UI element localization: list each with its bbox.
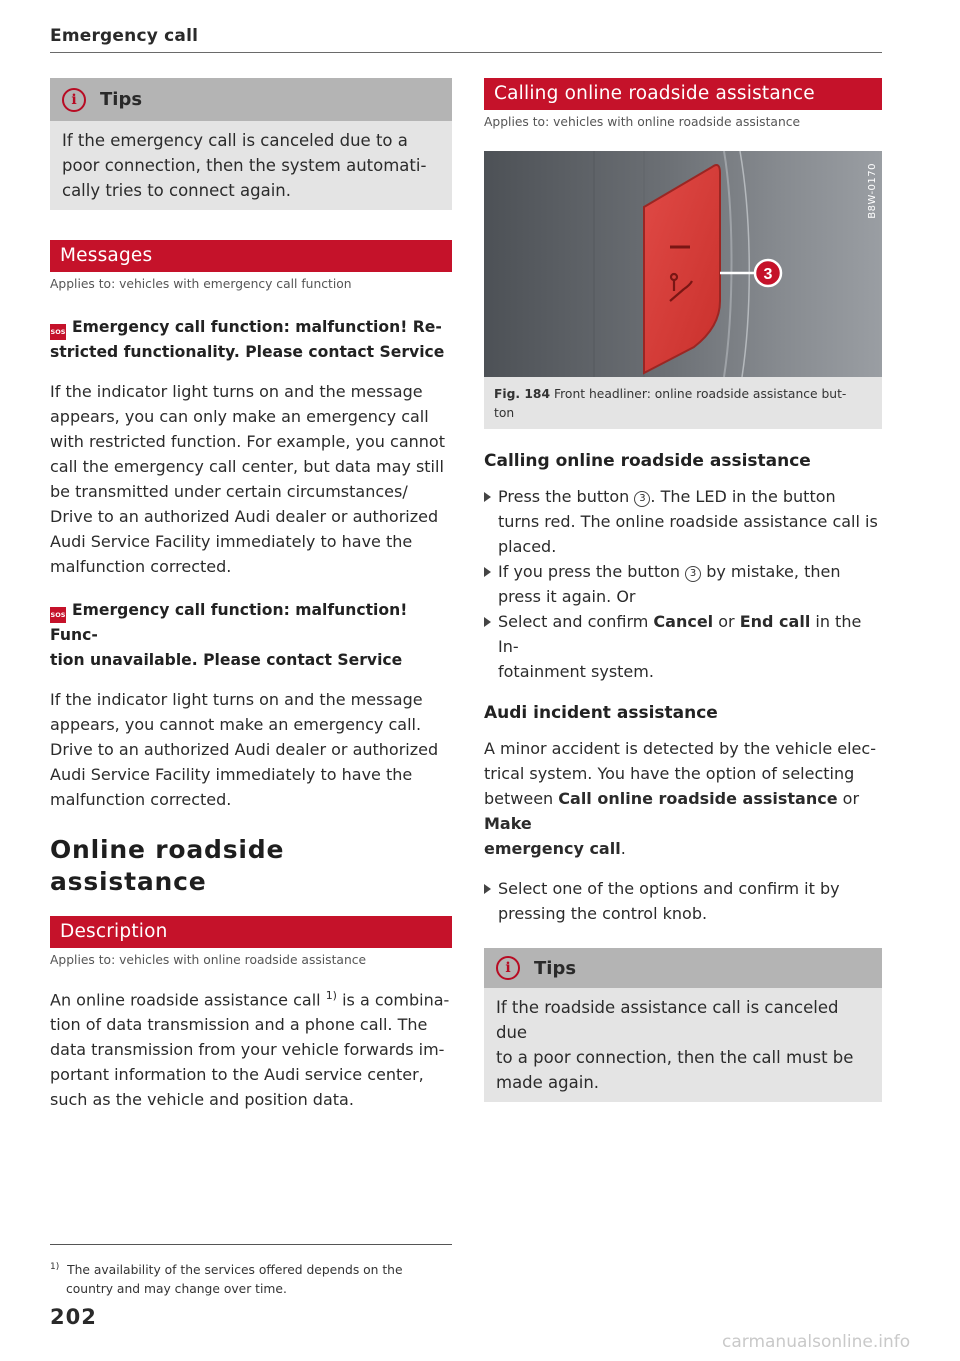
messages-section-bar: Messages xyxy=(50,240,452,272)
message-heading-1: SOS Emergency call function: malfunction! Re- stricted functionality. Please contact Service xyxy=(50,318,445,361)
sos-indicator-icon: SOS xyxy=(50,324,66,340)
tips-text: If the roadside assistance call is canceled due to a poor connection, then the call must be made again. xyxy=(496,998,854,1092)
footnote-ref: 1) xyxy=(325,989,337,1002)
footnote-rule xyxy=(50,1244,452,1245)
info-icon: i xyxy=(496,956,520,980)
running-header: Emergency call xyxy=(50,26,199,46)
tips-header xyxy=(484,948,882,988)
online-assistance-heading: Online roadside assistance xyxy=(50,835,285,896)
messages-applies: Applies to: vehicles with emergency call function xyxy=(50,277,352,291)
description-body: An online roadside assistance call $^{1)}$ is a combina- tion of data transmission and a phone call. The data transmission from your vehicle forwards im- portant information to the Audi service center, such as the vehicle and position data. xyxy=(50,989,450,1110)
step-item: Press the button 3 . The LED in the button turns red. The online roadside assistance call is placed. xyxy=(484,484,882,559)
tips-title: Tips xyxy=(534,957,577,979)
footnote: $^{1)}$ The availability of the services offered depends on the country and may change over time. xyxy=(50,1262,403,1297)
tips-line: If the emergency call is canceled due to a xyxy=(62,131,408,150)
right-column xyxy=(484,78,882,1102)
tips-title: Tips xyxy=(100,89,143,110)
tips-line: poor connection, then the system automati- xyxy=(62,156,427,175)
step-item: Select and confirm Cancel or End call in the In- fotainment system. xyxy=(484,609,882,684)
step-item: Select one of the options and confirm it by pressing the control knob. xyxy=(484,876,882,926)
figure-headliner xyxy=(484,151,882,377)
calling-applies: Applies to: vehicles with online roadside assistance xyxy=(484,115,801,129)
message-heading-2: SOS Emergency call function: malfunction! Func- tion unavailable. Please contact Service xyxy=(50,601,408,669)
incident-heading: Audi incident assistance xyxy=(484,703,718,723)
description-applies: Applies to: vehicles with online roadside assistance xyxy=(50,953,367,967)
tips-line: cally tries to connect again. xyxy=(62,181,292,200)
headliner-illustration xyxy=(484,151,882,377)
step-item: If you press the button 3 by mistake, then press it again. Or xyxy=(484,559,882,609)
figure-caption: Fig. 184 Front headliner: online roadside assistance but- ton xyxy=(484,377,882,429)
tips-box-right xyxy=(484,948,882,1102)
sos-indicator-icon: SOS xyxy=(50,607,66,623)
message-body-1: If the indicator light turns on and the message appears, you can only make an emergency call with restricted function. For example, you cannot call the emergency call center, but data may still be transmitted under certain circumstances/ Drive to an authorized Audi dealer or authorized Audi Service Facility immediately to have the malfunction corrected. xyxy=(50,382,445,576)
watermark: carmanualsonline.info xyxy=(722,1332,911,1352)
tips-text xyxy=(50,121,452,210)
calling-steps xyxy=(484,484,882,684)
calling-heading: Calling online roadside assistance xyxy=(484,451,811,471)
calling-section-bar: Calling online roadside assistance xyxy=(484,78,882,110)
incident-body: A minor accident is detected by the vehicle elec- trical system. You have the option of selecting between Call online roadside assistance or Make emergency call. xyxy=(484,739,876,858)
tips-box xyxy=(50,78,452,210)
description-section-bar: Description xyxy=(50,916,452,948)
left-column xyxy=(50,78,452,1112)
message-body-2: If the indicator light turns on and the message appears, you cannot make an emergency call. Drive to an authorized Audi dealer or authorized Audi Service Facility immediately to have the malfunction corrected. xyxy=(50,690,439,809)
page-number: 202 xyxy=(50,1305,97,1329)
info-icon: i xyxy=(62,88,86,112)
callout-number: 3 xyxy=(763,266,773,283)
header-rule xyxy=(50,52,882,53)
tips-header xyxy=(50,78,452,121)
figure-id: B8W-0170 xyxy=(867,163,878,219)
